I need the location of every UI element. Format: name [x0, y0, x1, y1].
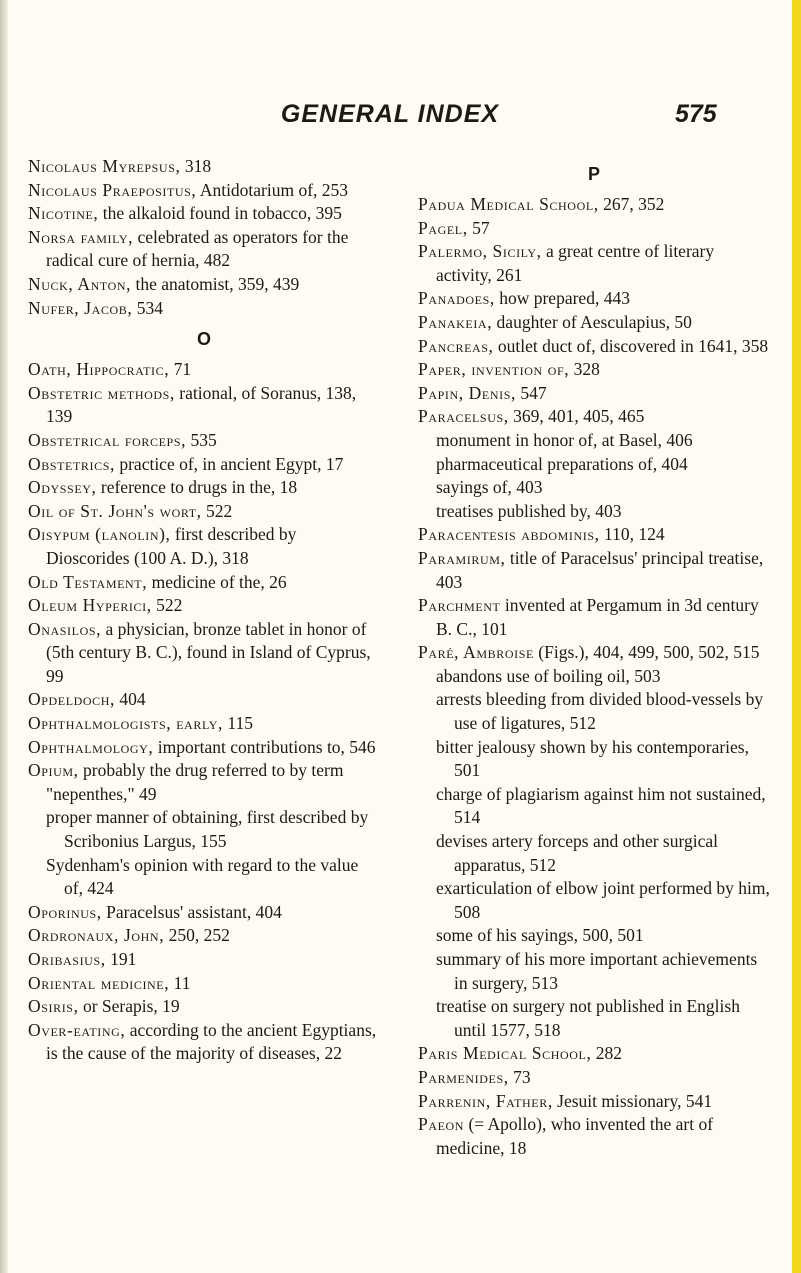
- entry-locators: 522: [201, 500, 233, 521]
- entry-locators: first described by Dioscorides (100 A. D.), 318: [46, 524, 297, 568]
- entry-heading: Ophthalmologists, early,: [28, 713, 223, 734]
- entry-heading: Paré, Ambroise: [418, 642, 534, 663]
- index-entry: [28, 995, 380, 1019]
- index-entry: [28, 297, 380, 321]
- index-entry: [418, 547, 770, 594]
- entry-locators: or Serapis, 19: [78, 996, 180, 1017]
- index-subentry: exarticulation of elbow joint performed by him, 508: [436, 878, 770, 922]
- entry-heading: Papin, Denis,: [418, 382, 516, 403]
- index-entry: [28, 736, 380, 760]
- section-letter-o: O: [196, 329, 211, 350]
- entry-heading: Paracelsus,: [418, 406, 509, 427]
- entry-locators: important contributions to, 546: [153, 736, 376, 757]
- index-entry: [28, 759, 380, 806]
- entry-locators: 547: [515, 382, 547, 403]
- index-entry: [28, 1019, 380, 1066]
- index-subentry: proper manner of obtaining, first described by Scribonius Largus, 155: [46, 807, 369, 852]
- index-entry: [418, 1042, 770, 1066]
- index-entry: [28, 382, 380, 429]
- index-subentry: pharmaceutical preparations of, 404: [436, 453, 688, 474]
- entry-heading: Oribasius,: [28, 949, 106, 969]
- index-subentry: Sydenham's opinion with regard to the value of, 424: [46, 854, 359, 899]
- entry-heading: Oriental medicine,: [28, 972, 170, 993]
- entry-locators: Paracelsus' assistant, 404: [101, 901, 282, 922]
- entry-locators: (= Apollo), who invented the art of medicine, 18: [436, 1114, 714, 1158]
- entry-locators: 57: [467, 217, 490, 238]
- entry-heading: Paeon: [418, 1114, 465, 1135]
- index-entry: [28, 948, 380, 972]
- entry-heading: Ophthalmology,: [28, 736, 154, 757]
- entry-locators: according to the ancient Egyptians, is the cause of the majority of diseases, 22: [46, 1019, 377, 1064]
- entry-heading: Oath, Hippocratic,: [28, 359, 170, 380]
- entry-locators: 250, 252: [164, 925, 230, 946]
- entry-locators: the anatomist, 359, 439: [131, 273, 300, 294]
- entry-heading: Parchment: [418, 595, 501, 616]
- entry-heading: Onasilos,: [28, 618, 102, 639]
- entry-heading: Opdeldoch,: [28, 689, 116, 710]
- entry-heading: Oisypum (lanolin),: [28, 524, 171, 545]
- index-entry: [418, 1090, 770, 1114]
- entry-heading: Nicolaus Praepositus,: [28, 179, 197, 200]
- index-entry: [418, 193, 770, 217]
- entry-heading: Odyssey,: [28, 477, 97, 498]
- entry-heading: Pagel,: [418, 217, 468, 238]
- entry-heading: Oleum Hyperici,: [28, 595, 152, 616]
- entry-locators: reference to drugs in the, 18: [96, 477, 298, 498]
- index-subentry: treatise on surgery not published in English until 1577, 518: [436, 996, 740, 1040]
- entry-locators: daughter of Aesculapius, 50: [492, 311, 692, 332]
- entry-heading: Paramirum,: [418, 547, 506, 568]
- page-edge-strip: [792, 0, 801, 1273]
- entry-locators: outlet duct of, discovered in 1641, 358: [493, 335, 769, 356]
- index-subentry: summary of his more important achievements in surgery, 513: [436, 949, 758, 993]
- right-index-column: [418, 155, 770, 1160]
- entry-heading: Pancreas,: [418, 335, 494, 356]
- index-entry: [28, 523, 380, 570]
- index-entry: [28, 688, 380, 712]
- index-entry: [418, 405, 770, 429]
- index-entry: [28, 358, 380, 382]
- index-entry: [28, 972, 380, 996]
- entry-locators: a great centre of literary activity, 261: [436, 241, 715, 285]
- index-entry: [418, 641, 770, 665]
- index-entry: [418, 358, 770, 382]
- entry-heading: Panakeia,: [418, 311, 493, 332]
- entry-heading: Over-eating,: [28, 1019, 126, 1040]
- entry-locators: invented at Pergamum in 3d century B. C., 101: [436, 595, 759, 639]
- index-entry: [28, 429, 380, 453]
- entry-heading: Nicolaus Myrepsus,: [28, 156, 181, 176]
- index-entry: [28, 500, 380, 524]
- entry-heading: Paracentesis abdominis,: [418, 524, 600, 545]
- entry-locators: title of Paracelsus' principal treatise, 403: [436, 547, 764, 592]
- index-subentry: arrests bleeding from divided blood-vessels by use of ligatures, 512: [436, 689, 764, 734]
- entry-locators: probably the drug referred to by term "nepenthes," 49: [46, 760, 344, 804]
- entry-heading: Paris Medical School,: [418, 1043, 592, 1064]
- entry-locators: practice of, in ancient Egypt, 17: [114, 453, 344, 474]
- entry-heading: Ordronaux, John,: [28, 925, 165, 946]
- page-header: [0, 100, 780, 140]
- entry-locators: 11: [169, 972, 191, 993]
- index-subentry: treatises published by, 403: [436, 500, 622, 521]
- page-gutter-shadow: [0, 0, 8, 1273]
- entry-heading: Obstetric methods,: [28, 382, 175, 403]
- entry-locators: 535: [186, 429, 217, 450]
- index-subentry: monument in honor of, at Basel, 406: [436, 429, 693, 450]
- index-entry: [418, 217, 770, 241]
- entry-locators: (Figs.), 404, 499, 500, 502, 515: [533, 642, 760, 663]
- entry-heading: Nufer, Jacob,: [28, 297, 133, 318]
- index-subentry: charge of plagiarism against him not sustained, 514: [436, 783, 766, 828]
- index-entry: [418, 382, 770, 406]
- index-subentry: sayings of, 403: [436, 477, 543, 498]
- index-entry: [28, 476, 380, 500]
- index-entry: [28, 618, 380, 689]
- index-entry: [28, 155, 380, 179]
- entry-locators: how prepared, 443: [494, 288, 630, 309]
- index-entry: [418, 335, 770, 359]
- page-number: 575: [675, 100, 717, 128]
- section-letter-p: P: [587, 164, 600, 184]
- entry-heading: Obstetrics,: [28, 453, 115, 474]
- left-index-column: [28, 155, 380, 1066]
- entry-locators: medicine of the, 26: [147, 571, 287, 592]
- index-entry: [28, 179, 380, 203]
- entry-heading: Parmenides,: [418, 1066, 509, 1087]
- entry-locators: 404: [115, 689, 146, 710]
- entry-locators: 534: [132, 297, 164, 318]
- entry-locators: 328: [569, 359, 600, 380]
- index-entry: [418, 287, 770, 311]
- entry-heading: Palermo, Sicily,: [418, 241, 542, 262]
- entry-heading: Paper, invention of,: [418, 359, 570, 380]
- entry-heading: Osiris,: [28, 996, 79, 1017]
- running-title: GENERAL INDEX: [280, 100, 500, 128]
- entry-locators: 71: [169, 359, 192, 380]
- entry-locators: 369, 401, 405, 465: [508, 406, 645, 427]
- index-entry: [28, 202, 380, 226]
- entry-locators: 110, 124: [599, 524, 665, 545]
- index-entry: [28, 273, 380, 297]
- entry-locators: celebrated as operators for the radical cure of hernia, 482: [46, 226, 349, 271]
- index-subentry: bitter jealousy shown by his contemporaries, 501: [436, 736, 749, 781]
- entry-locators: 318: [180, 156, 212, 176]
- entry-heading: Oil of St. John's wort,: [28, 500, 202, 521]
- entry-locators: a physician, bronze tablet in honor of (5th century B. C.), found in Island of Cyprus, 99: [46, 618, 371, 686]
- index-entry: [28, 712, 380, 736]
- entry-heading: Obstetrical forceps,: [28, 429, 187, 450]
- entry-heading: Norsa family,: [28, 226, 134, 247]
- index-entry: [28, 226, 380, 273]
- index-entry: [28, 571, 380, 595]
- index-entry: [28, 594, 380, 618]
- index-entry: [418, 240, 770, 287]
- index-entry: [418, 523, 770, 547]
- entry-locators: Antidotarium of, 253: [196, 179, 349, 200]
- index-entry: [418, 1066, 770, 1090]
- entry-locators: rational, of Soranus, 138, 139: [46, 382, 357, 427]
- index-entry: [418, 1113, 770, 1160]
- entry-locators: 522: [151, 595, 183, 616]
- index-subentry: some of his sayings, 500, 501: [436, 925, 644, 946]
- index-subentry: abandons use of boiling oil, 503: [436, 665, 661, 686]
- entry-heading: Nicotine,: [28, 203, 99, 224]
- entry-heading: Panadoes,: [418, 288, 495, 309]
- entry-heading: Parrenin, Father,: [418, 1090, 553, 1111]
- entry-locators: 267, 352: [598, 194, 665, 214]
- entry-heading: Oporinus,: [28, 901, 102, 922]
- entry-locators: 282: [591, 1043, 623, 1064]
- entry-locators: 191: [105, 949, 137, 969]
- entry-locators: 73: [508, 1066, 531, 1087]
- index-entry: [28, 924, 380, 948]
- index-entry: [28, 453, 380, 477]
- index-subentry: devises artery forceps and other surgical apparatus, 512: [436, 831, 718, 875]
- entry-heading: Opium,: [28, 760, 79, 781]
- index-entry: [418, 311, 770, 335]
- index-entry: [28, 901, 380, 925]
- entry-locators: 115: [222, 713, 253, 734]
- entry-locators: the alkaloid found in tobacco, 395: [98, 203, 342, 224]
- entry-heading: Padua Medical School,: [418, 194, 599, 214]
- entry-heading: Old Testament,: [28, 571, 148, 592]
- index-entry: [418, 594, 770, 641]
- entry-locators: Jesuit missionary, 541: [552, 1090, 713, 1111]
- entry-heading: Nuck, Anton,: [28, 273, 132, 294]
